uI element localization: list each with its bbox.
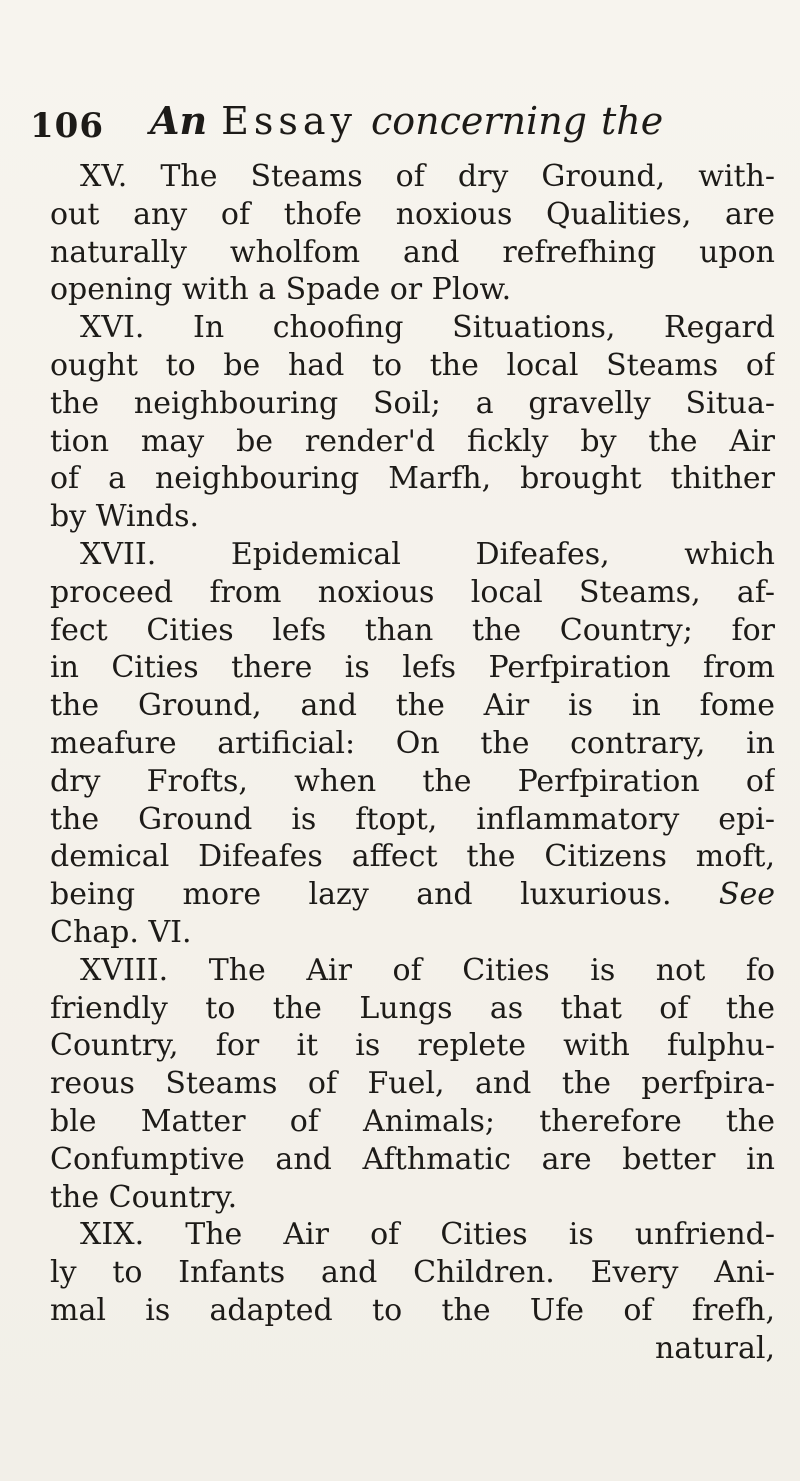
text-line: by Winds. — [50, 499, 200, 535]
running-title-an: An — [150, 98, 208, 143]
text-line: ble Matter of Animals; therefore the — [50, 1103, 775, 1139]
text-line: proceed from noxious local Steams, af- — [50, 574, 775, 610]
see-reference: See — [718, 877, 775, 913]
text-line: meafure artificial: On the contrary, in — [50, 725, 775, 761]
running-title-concerning: concerning — [371, 99, 587, 143]
text-line: dry Frofts, when the Perfpiration of — [50, 763, 775, 799]
text-line: ly to Infants and Children. Every Ani- — [50, 1255, 775, 1291]
running-title-essay: Essay — [221, 99, 357, 143]
text-line: XIX. The Air of Cities is unfriend- — [80, 1217, 775, 1253]
catchword: natural, — [655, 1330, 775, 1366]
text-line: the Ground, and the Air is in fome — [50, 688, 775, 724]
text-line: friendly to the Lungs as that of the — [50, 990, 775, 1026]
text-line: in Cities there is lefs Perfpiration from — [50, 650, 775, 686]
text-line: opening with a Spade or Plow. — [50, 272, 512, 308]
text-line: tion may be render'd fickly by the Air — [50, 423, 775, 459]
text-line: XVII. Epidemical Difeafes, which — [80, 536, 775, 572]
text-line: Country, for it is replete with fulphu- — [50, 1028, 775, 1064]
text-line: XVIII. The Air of Cities is not fo — [80, 952, 775, 988]
text-line: the Country. — [50, 1179, 238, 1215]
text-line: Chap. VI. — [50, 914, 192, 950]
text-line: demical Difeafes affect the Citizens moft, — [50, 839, 775, 875]
body-text — [50, 158, 775, 1368]
text-line: mal is adapted to the Ufe of frefh, — [50, 1292, 775, 1328]
text-line: naturally wholfom and refrefhing upon — [50, 234, 775, 270]
running-title-the: the — [601, 99, 664, 143]
text-line: the Ground is ftopt, inflammatory epi- — [50, 801, 775, 837]
text-line: XVI. In choofing Situations, Regard — [80, 310, 775, 346]
text-line: out any of thofe noxious Qualities, are — [50, 196, 775, 232]
text-line-content: being more lazy and luxurious. — [50, 877, 672, 913]
page-number: 106 — [30, 106, 104, 146]
text-line: fect Cities lefs than the Country; for — [50, 612, 775, 648]
text-line: ought to be had to the local Steams of — [50, 347, 775, 383]
running-title — [150, 98, 663, 143]
page-header — [30, 84, 770, 144]
text-line: reous Steams of Fuel, and the perfpira- — [50, 1066, 775, 1102]
text-line-with-see — [50, 876, 775, 914]
text-line: Confumptive and Afthmatic are better in — [50, 1141, 775, 1177]
text-line: XV. The Steams of dry Ground, with- — [80, 159, 775, 194]
text-line: of a neighbouring Marfh, brought thither — [50, 461, 775, 497]
text-line: the neighbouring Soil; a gravelly Situa- — [50, 385, 775, 421]
